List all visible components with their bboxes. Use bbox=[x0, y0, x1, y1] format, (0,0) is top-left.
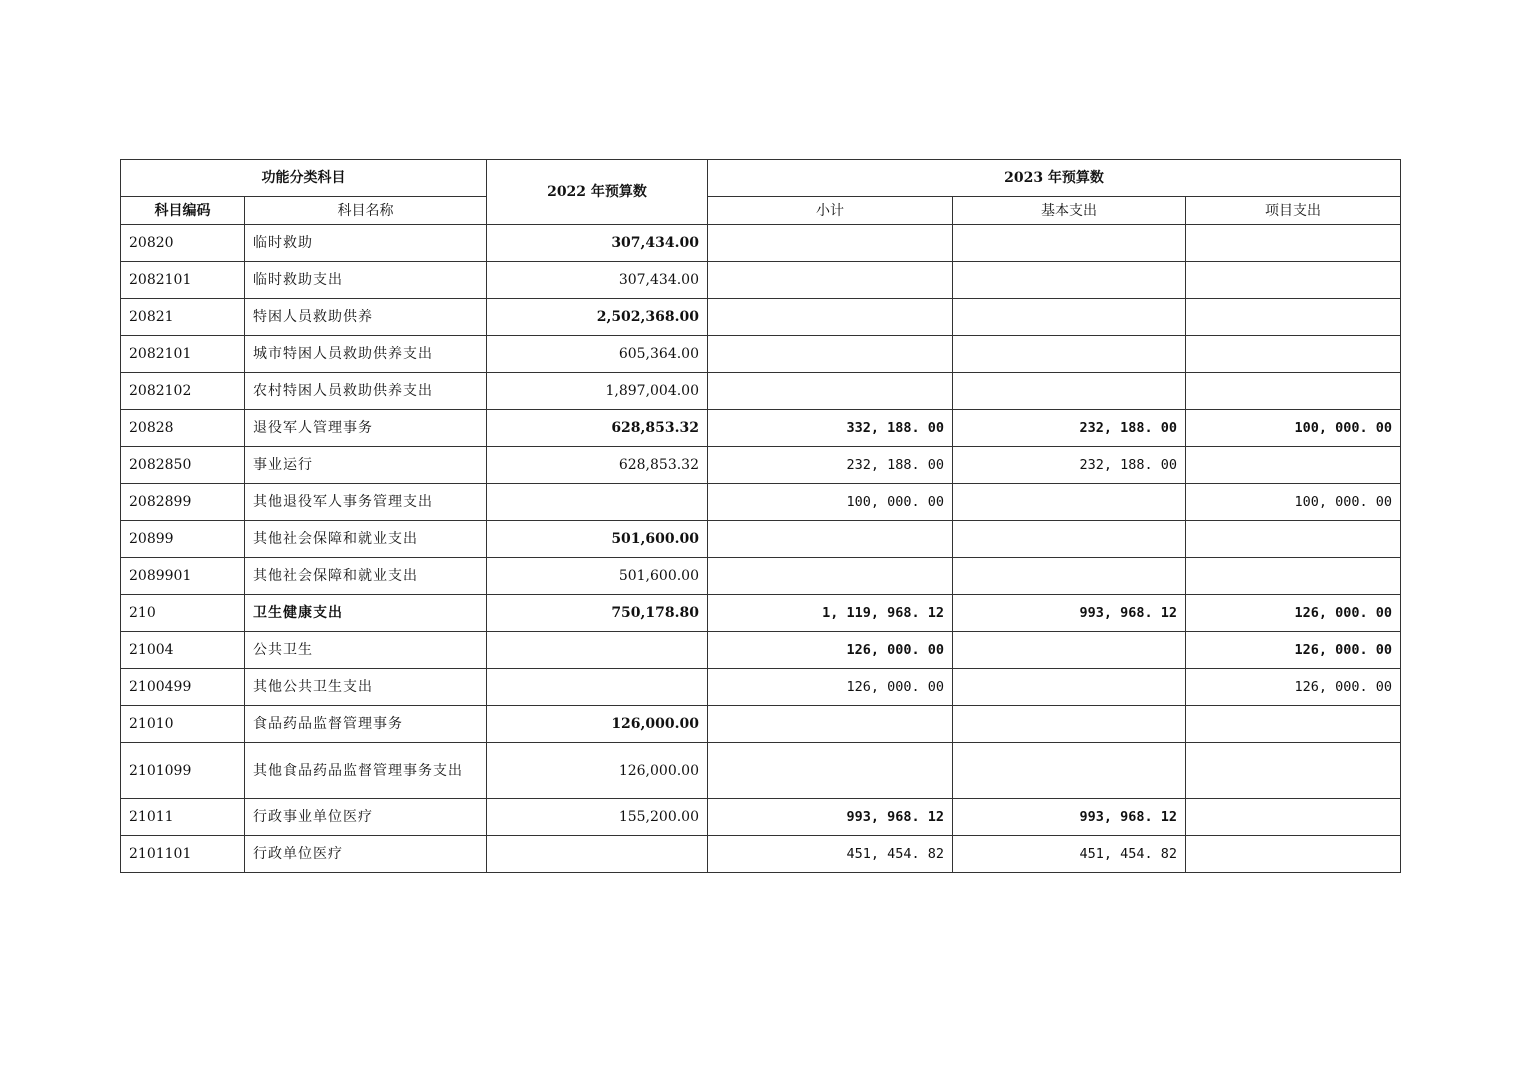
header-name: 科目名称 bbox=[245, 197, 487, 225]
cell-subtotal: 232, 188. 00 bbox=[708, 447, 953, 484]
cell-basic bbox=[953, 521, 1186, 558]
cell-project bbox=[1186, 743, 1401, 799]
cell-basic bbox=[953, 706, 1186, 743]
table-row bbox=[121, 706, 1401, 743]
cell-subtotal bbox=[708, 706, 953, 743]
cell-code: 2101101 bbox=[121, 836, 245, 873]
cell-name: 临时救助支出 bbox=[245, 262, 487, 299]
cell-budget-2022: 628,853.32 bbox=[487, 447, 708, 484]
table-row bbox=[121, 743, 1401, 799]
cell-subtotal bbox=[708, 336, 953, 373]
cell-project: 100, 000. 00 bbox=[1186, 410, 1401, 447]
table-row bbox=[121, 262, 1401, 299]
header-subtotal: 小计 bbox=[708, 197, 953, 225]
cell-budget-2022 bbox=[487, 836, 708, 873]
cell-basic: 451, 454. 82 bbox=[953, 836, 1186, 873]
cell-project: 126, 000. 00 bbox=[1186, 669, 1401, 706]
cell-subtotal: 451, 454. 82 bbox=[708, 836, 953, 873]
cell-basic bbox=[953, 373, 1186, 410]
cell-basic bbox=[953, 225, 1186, 262]
cell-budget-2022: 155,200.00 bbox=[487, 799, 708, 836]
table-row bbox=[121, 410, 1401, 447]
cell-budget-2022: 2,502,368.00 bbox=[487, 299, 708, 336]
table-row bbox=[121, 632, 1401, 669]
cell-basic: 232, 188. 00 bbox=[953, 410, 1186, 447]
cell-basic bbox=[953, 262, 1186, 299]
header-code: 科目编码 bbox=[121, 197, 245, 225]
cell-budget-2022: 501,600.00 bbox=[487, 558, 708, 595]
header-budget-2023: 2023 年预算数 bbox=[708, 160, 1401, 197]
cell-project bbox=[1186, 262, 1401, 299]
cell-budget-2022: 501,600.00 bbox=[487, 521, 708, 558]
cell-project bbox=[1186, 836, 1401, 873]
table-row bbox=[121, 799, 1401, 836]
cell-project bbox=[1186, 799, 1401, 836]
cell-subtotal bbox=[708, 373, 953, 410]
cell-name: 退役军人管理事务 bbox=[245, 410, 487, 447]
cell-basic bbox=[953, 336, 1186, 373]
cell-name: 其他社会保障和就业支出 bbox=[245, 521, 487, 558]
cell-name: 事业运行 bbox=[245, 447, 487, 484]
cell-name: 公共卫生 bbox=[245, 632, 487, 669]
cell-name: 城市特困人员救助供养支出 bbox=[245, 336, 487, 373]
cell-subtotal: 1, 119, 968. 12 bbox=[708, 595, 953, 632]
cell-subtotal: 332, 188. 00 bbox=[708, 410, 953, 447]
cell-subtotal bbox=[708, 299, 953, 336]
cell-code: 2100499 bbox=[121, 669, 245, 706]
cell-project bbox=[1186, 299, 1401, 336]
cell-project: 126, 000. 00 bbox=[1186, 632, 1401, 669]
table-row bbox=[121, 447, 1401, 484]
cell-project: 126, 000. 00 bbox=[1186, 595, 1401, 632]
cell-budget-2022 bbox=[487, 484, 708, 521]
cell-budget-2022: 1,897,004.00 bbox=[487, 373, 708, 410]
cell-project bbox=[1186, 447, 1401, 484]
table-row bbox=[121, 373, 1401, 410]
cell-budget-2022: 750,178.80 bbox=[487, 595, 708, 632]
table-row bbox=[121, 484, 1401, 521]
cell-project bbox=[1186, 521, 1401, 558]
cell-code: 21010 bbox=[121, 706, 245, 743]
cell-code: 21011 bbox=[121, 799, 245, 836]
table-row bbox=[121, 336, 1401, 373]
header-row-bottom bbox=[121, 197, 1401, 225]
cell-basic: 993, 968. 12 bbox=[953, 799, 1186, 836]
cell-basic bbox=[953, 669, 1186, 706]
cell-name: 农村特困人员救助供养支出 bbox=[245, 373, 487, 410]
cell-name: 其他公共卫生支出 bbox=[245, 669, 487, 706]
cell-code: 21004 bbox=[121, 632, 245, 669]
cell-project: 100, 000. 00 bbox=[1186, 484, 1401, 521]
cell-subtotal bbox=[708, 558, 953, 595]
cell-code: 2082850 bbox=[121, 447, 245, 484]
cell-code: 2082102 bbox=[121, 373, 245, 410]
cell-code: 2101099 bbox=[121, 743, 245, 799]
table-row bbox=[121, 836, 1401, 873]
cell-budget-2022: 307,434.00 bbox=[487, 262, 708, 299]
table-body bbox=[121, 225, 1401, 873]
cell-code: 2089901 bbox=[121, 558, 245, 595]
budget-sheet bbox=[120, 159, 1400, 873]
cell-subtotal bbox=[708, 262, 953, 299]
table-row bbox=[121, 299, 1401, 336]
header-functional-category: 功能分类科目 bbox=[121, 160, 487, 197]
cell-budget-2022 bbox=[487, 632, 708, 669]
cell-budget-2022: 307,434.00 bbox=[487, 225, 708, 262]
cell-name: 行政事业单位医疗 bbox=[245, 799, 487, 836]
cell-basic bbox=[953, 558, 1186, 595]
cell-basic bbox=[953, 743, 1186, 799]
cell-code: 2082101 bbox=[121, 336, 245, 373]
table-row bbox=[121, 669, 1401, 706]
cell-budget-2022 bbox=[487, 669, 708, 706]
cell-code: 20820 bbox=[121, 225, 245, 262]
header-budget-2022: 2022 年预算数 bbox=[487, 160, 708, 225]
cell-project bbox=[1186, 225, 1401, 262]
cell-name: 临时救助 bbox=[245, 225, 487, 262]
cell-project bbox=[1186, 336, 1401, 373]
cell-project bbox=[1186, 558, 1401, 595]
cell-basic bbox=[953, 299, 1186, 336]
cell-budget-2022: 605,364.00 bbox=[487, 336, 708, 373]
cell-name: 其他退役军人事务管理支出 bbox=[245, 484, 487, 521]
cell-code: 20899 bbox=[121, 521, 245, 558]
cell-name: 行政单位医疗 bbox=[245, 836, 487, 873]
table-row bbox=[121, 558, 1401, 595]
header-project: 项目支出 bbox=[1186, 197, 1401, 225]
cell-subtotal bbox=[708, 743, 953, 799]
cell-name: 其他社会保障和就业支出 bbox=[245, 558, 487, 595]
header-basic: 基本支出 bbox=[953, 197, 1186, 225]
cell-basic bbox=[953, 484, 1186, 521]
cell-subtotal: 126, 000. 00 bbox=[708, 669, 953, 706]
cell-name: 食品药品监督管理事务 bbox=[245, 706, 487, 743]
cell-name: 其他食品药品监督管理事务支出 bbox=[245, 743, 487, 799]
cell-subtotal bbox=[708, 225, 953, 262]
cell-project bbox=[1186, 373, 1401, 410]
cell-basic: 232, 188. 00 bbox=[953, 447, 1186, 484]
cell-budget-2022: 126,000.00 bbox=[487, 706, 708, 743]
cell-code: 210 bbox=[121, 595, 245, 632]
cell-name: 卫生健康支出 bbox=[245, 595, 487, 632]
cell-budget-2022: 628,853.32 bbox=[487, 410, 708, 447]
cell-subtotal: 100, 000. 00 bbox=[708, 484, 953, 521]
table-row bbox=[121, 595, 1401, 632]
table-row bbox=[121, 225, 1401, 262]
table-row bbox=[121, 521, 1401, 558]
header-row-top bbox=[121, 160, 1401, 197]
cell-budget-2022: 126,000.00 bbox=[487, 743, 708, 799]
cell-code: 2082899 bbox=[121, 484, 245, 521]
cell-subtotal bbox=[708, 521, 953, 558]
cell-basic bbox=[953, 632, 1186, 669]
cell-subtotal: 126, 000. 00 bbox=[708, 632, 953, 669]
cell-basic: 993, 968. 12 bbox=[953, 595, 1186, 632]
cell-name: 特困人员救助供养 bbox=[245, 299, 487, 336]
cell-subtotal: 993, 968. 12 bbox=[708, 799, 953, 836]
budget-table bbox=[120, 159, 1401, 873]
cell-code: 20821 bbox=[121, 299, 245, 336]
cell-code: 20828 bbox=[121, 410, 245, 447]
cell-code: 2082101 bbox=[121, 262, 245, 299]
cell-project bbox=[1186, 706, 1401, 743]
